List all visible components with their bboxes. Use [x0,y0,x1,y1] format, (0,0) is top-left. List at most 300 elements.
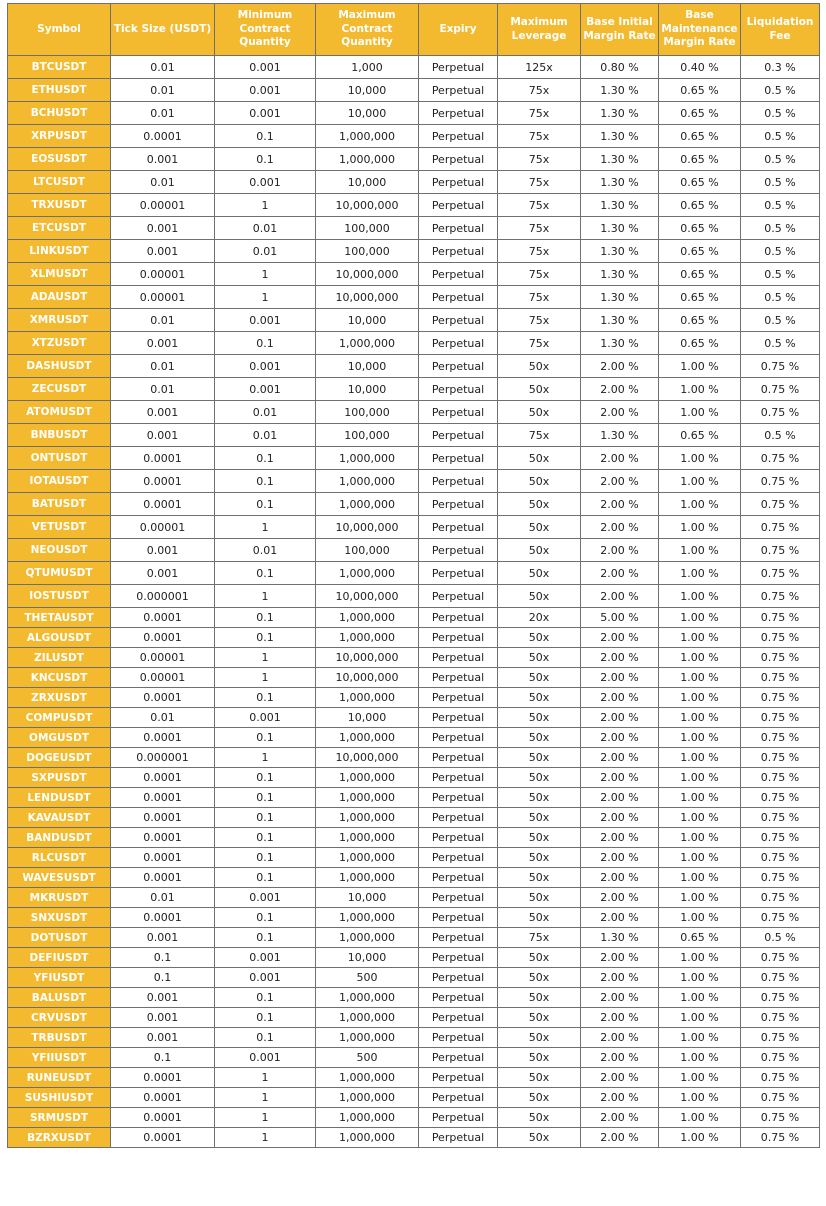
cell-expiry: Perpetual [419,908,498,928]
cell-min-contract-qty: 0.1 [215,988,316,1008]
cell-max-leverage: 50x [498,493,581,516]
cell-expiry: Perpetual [419,309,498,332]
cell-expiry: Perpetual [419,728,498,748]
cell-base-maintenance-margin-rate: 1.00 % [659,516,741,539]
cell-min-contract-qty: 0.1 [215,868,316,888]
cell-tick-size: 0.0001 [111,493,215,516]
cell-base-maintenance-margin-rate: 0.65 % [659,125,741,148]
cell-max-contract-qty: 10,000,000 [316,668,419,688]
table-row [8,332,820,355]
cell-expiry: Perpetual [419,424,498,447]
cell-liquidation-fee: 0.75 % [741,608,820,628]
cell-max-contract-qty: 10,000 [316,79,419,102]
cell-max-leverage: 75x [498,194,581,217]
cell-max-leverage: 50x [498,708,581,728]
cell-min-contract-qty: 0.001 [215,968,316,988]
cell-min-contract-qty: 0.001 [215,79,316,102]
cell-max-leverage: 75x [498,928,581,948]
table-row [8,194,820,217]
cell-max-leverage: 50x [498,1108,581,1128]
header-min-contract-qty: Minimum Contract Quantity [215,4,316,56]
cell-max-contract-qty: 1,000 [316,56,419,79]
cell-base-maintenance-margin-rate: 1.00 % [659,828,741,848]
cell-tick-size: 0.1 [111,1048,215,1068]
header-tick-size: Tick Size (USDT) [111,4,215,56]
table-row [8,908,820,928]
cell-liquidation-fee: 0.75 % [741,1048,820,1068]
table-row [8,608,820,628]
table-row [8,948,820,968]
table-row [8,562,820,585]
cell-tick-size: 0.001 [111,217,215,240]
cell-expiry: Perpetual [419,828,498,848]
cell-symbol: SRMUSDT [8,1108,111,1128]
cell-base-maintenance-margin-rate: 1.00 % [659,788,741,808]
cell-expiry: Perpetual [419,102,498,125]
table-row [8,968,820,988]
cell-min-contract-qty: 0.01 [215,424,316,447]
cell-expiry: Perpetual [419,332,498,355]
cell-tick-size: 0.00001 [111,263,215,286]
cell-max-leverage: 75x [498,309,581,332]
cell-symbol: ATOMUSDT [8,401,111,424]
cell-max-leverage: 50x [498,988,581,1008]
cell-max-contract-qty: 10,000,000 [316,585,419,608]
table-row [8,401,820,424]
cell-min-contract-qty: 0.01 [215,401,316,424]
cell-base-initial-margin-rate: 2.00 % [581,1128,659,1148]
cell-symbol: WAVESUSDT [8,868,111,888]
cell-liquidation-fee: 0.5 % [741,309,820,332]
cell-tick-size: 0.00001 [111,648,215,668]
cell-symbol: ONTUSDT [8,447,111,470]
cell-base-maintenance-margin-rate: 1.00 % [659,562,741,585]
cell-expiry: Perpetual [419,948,498,968]
cell-expiry: Perpetual [419,79,498,102]
cell-expiry: Perpetual [419,848,498,868]
table-row [8,125,820,148]
cell-base-maintenance-margin-rate: 1.00 % [659,808,741,828]
cell-min-contract-qty: 1 [215,286,316,309]
table-row [8,355,820,378]
cell-base-initial-margin-rate: 2.00 % [581,828,659,848]
cell-base-maintenance-margin-rate: 1.00 % [659,888,741,908]
cell-base-maintenance-margin-rate: 1.00 % [659,728,741,748]
cell-base-initial-margin-rate: 1.30 % [581,194,659,217]
cell-max-contract-qty: 1,000,000 [316,928,419,948]
cell-base-initial-margin-rate: 2.00 % [581,688,659,708]
cell-expiry: Perpetual [419,194,498,217]
header-symbol: Symbol [8,4,111,56]
table-row [8,748,820,768]
cell-min-contract-qty: 1 [215,194,316,217]
cell-base-initial-margin-rate: 2.00 % [581,988,659,1008]
cell-expiry: Perpetual [419,447,498,470]
cell-max-contract-qty: 1,000,000 [316,868,419,888]
cell-min-contract-qty: 0.001 [215,355,316,378]
cell-tick-size: 0.0001 [111,848,215,868]
cell-max-leverage: 50x [498,828,581,848]
cell-symbol: ETCUSDT [8,217,111,240]
cell-symbol: DOGEUSDT [8,748,111,768]
cell-base-initial-margin-rate: 2.00 % [581,628,659,648]
cell-tick-size: 0.0001 [111,688,215,708]
cell-max-leverage: 50x [498,516,581,539]
cell-liquidation-fee: 0.3 % [741,56,820,79]
cell-max-leverage: 50x [498,1068,581,1088]
cell-base-initial-margin-rate: 2.00 % [581,1108,659,1128]
table-row [8,539,820,562]
cell-max-contract-qty: 100,000 [316,424,419,447]
cell-base-maintenance-margin-rate: 0.65 % [659,148,741,171]
cell-tick-size: 0.00001 [111,194,215,217]
table-row [8,868,820,888]
cell-base-initial-margin-rate: 1.30 % [581,332,659,355]
cell-min-contract-qty: 0.001 [215,102,316,125]
cell-base-maintenance-margin-rate: 1.00 % [659,748,741,768]
cell-min-contract-qty: 0.001 [215,1048,316,1068]
cell-base-initial-margin-rate: 2.00 % [581,1028,659,1048]
cell-liquidation-fee: 0.5 % [741,332,820,355]
cell-expiry: Perpetual [419,148,498,171]
cell-symbol: DEFIUSDT [8,948,111,968]
table-row [8,928,820,948]
cell-max-contract-qty: 100,000 [316,539,419,562]
cell-base-maintenance-margin-rate: 1.00 % [659,708,741,728]
cell-min-contract-qty: 0.001 [215,948,316,968]
cell-max-contract-qty: 10,000 [316,888,419,908]
cell-max-leverage: 75x [498,332,581,355]
cell-liquidation-fee: 0.75 % [741,470,820,493]
table-row [8,828,820,848]
table-row [8,888,820,908]
cell-base-initial-margin-rate: 1.30 % [581,263,659,286]
cell-expiry: Perpetual [419,688,498,708]
cell-max-contract-qty: 10,000 [316,309,419,332]
cell-base-maintenance-margin-rate: 1.00 % [659,447,741,470]
cell-max-contract-qty: 10,000,000 [316,263,419,286]
cell-max-contract-qty: 1,000,000 [316,470,419,493]
cell-max-contract-qty: 1,000,000 [316,1028,419,1048]
cell-liquidation-fee: 0.5 % [741,424,820,447]
cell-symbol: NEOUSDT [8,539,111,562]
cell-symbol: YFIIUSDT [8,1048,111,1068]
cell-max-leverage: 50x [498,539,581,562]
cell-tick-size: 0.001 [111,562,215,585]
cell-base-initial-margin-rate: 2.00 % [581,768,659,788]
cell-base-maintenance-margin-rate: 0.65 % [659,424,741,447]
cell-min-contract-qty: 1 [215,668,316,688]
contract-specs-table [7,3,820,1148]
cell-min-contract-qty: 1 [215,1068,316,1088]
cell-tick-size: 0.00001 [111,516,215,539]
cell-liquidation-fee: 0.75 % [741,355,820,378]
cell-max-contract-qty: 1,000,000 [316,562,419,585]
cell-base-initial-margin-rate: 2.00 % [581,1048,659,1068]
cell-base-maintenance-margin-rate: 1.00 % [659,1048,741,1068]
cell-tick-size: 0.001 [111,240,215,263]
table-row [8,309,820,332]
cell-base-initial-margin-rate: 2.00 % [581,748,659,768]
cell-min-contract-qty: 0.1 [215,908,316,928]
cell-max-leverage: 50x [498,948,581,968]
cell-max-leverage: 50x [498,1048,581,1068]
cell-base-initial-margin-rate: 2.00 % [581,355,659,378]
table-row [8,240,820,263]
cell-max-leverage: 50x [498,470,581,493]
cell-base-initial-margin-rate: 2.00 % [581,668,659,688]
cell-base-maintenance-margin-rate: 1.00 % [659,585,741,608]
cell-expiry: Perpetual [419,378,498,401]
cell-min-contract-qty: 0.1 [215,447,316,470]
cell-max-leverage: 75x [498,240,581,263]
cell-min-contract-qty: 0.1 [215,728,316,748]
cell-base-initial-margin-rate: 2.00 % [581,728,659,748]
cell-min-contract-qty: 0.01 [215,539,316,562]
cell-liquidation-fee: 0.75 % [741,562,820,585]
cell-symbol: MKRUSDT [8,888,111,908]
cell-base-maintenance-margin-rate: 1.00 % [659,1128,741,1148]
cell-min-contract-qty: 0.1 [215,628,316,648]
cell-min-contract-qty: 0.1 [215,928,316,948]
cell-base-initial-margin-rate: 1.30 % [581,148,659,171]
cell-max-leverage: 50x [498,585,581,608]
cell-min-contract-qty: 0.1 [215,125,316,148]
cell-base-initial-margin-rate: 1.30 % [581,102,659,125]
cell-min-contract-qty: 0.1 [215,562,316,585]
cell-max-contract-qty: 1,000,000 [316,768,419,788]
cell-max-contract-qty: 1,000,000 [316,848,419,868]
cell-tick-size: 0.0001 [111,1068,215,1088]
cell-tick-size: 0.1 [111,948,215,968]
cell-expiry: Perpetual [419,539,498,562]
table-row [8,1028,820,1048]
cell-liquidation-fee: 0.75 % [741,628,820,648]
cell-liquidation-fee: 0.5 % [741,102,820,125]
cell-tick-size: 0.0001 [111,868,215,888]
table-row [8,585,820,608]
cell-base-maintenance-margin-rate: 0.65 % [659,171,741,194]
table-row [8,493,820,516]
cell-base-initial-margin-rate: 2.00 % [581,1068,659,1088]
cell-max-contract-qty: 10,000 [316,171,419,194]
cell-min-contract-qty: 1 [215,748,316,768]
cell-expiry: Perpetual [419,928,498,948]
cell-base-initial-margin-rate: 2.00 % [581,1008,659,1028]
table-row [8,79,820,102]
cell-max-leverage: 75x [498,102,581,125]
cell-liquidation-fee: 0.75 % [741,648,820,668]
cell-tick-size: 0.01 [111,102,215,125]
cell-liquidation-fee: 0.75 % [741,516,820,539]
cell-symbol: ZILUSDT [8,648,111,668]
cell-min-contract-qty: 0.1 [215,1008,316,1028]
table-row [8,788,820,808]
table-row [8,102,820,125]
cell-symbol: TRBUSDT [8,1028,111,1048]
cell-min-contract-qty: 1 [215,1108,316,1128]
cell-max-contract-qty: 10,000,000 [316,286,419,309]
table-row [8,378,820,401]
cell-base-initial-margin-rate: 2.00 % [581,1088,659,1108]
cell-base-initial-margin-rate: 2.00 % [581,808,659,828]
cell-max-contract-qty: 500 [316,968,419,988]
cell-base-maintenance-margin-rate: 1.00 % [659,539,741,562]
cell-base-initial-margin-rate: 2.00 % [581,648,659,668]
cell-max-contract-qty: 1,000,000 [316,628,419,648]
table-row [8,988,820,1008]
header-base-maintenance-margin-rate: Base Maintenance Margin Rate [659,4,741,56]
cell-symbol: LINKUSDT [8,240,111,263]
cell-base-initial-margin-rate: 2.00 % [581,968,659,988]
cell-expiry: Perpetual [419,171,498,194]
cell-symbol: TRXUSDT [8,194,111,217]
cell-min-contract-qty: 1 [215,263,316,286]
cell-liquidation-fee: 0.75 % [741,1108,820,1128]
cell-min-contract-qty: 0.1 [215,828,316,848]
cell-base-maintenance-margin-rate: 1.00 % [659,493,741,516]
cell-max-leverage: 75x [498,171,581,194]
cell-tick-size: 0.0001 [111,728,215,748]
cell-max-leverage: 50x [498,868,581,888]
cell-max-leverage: 50x [498,968,581,988]
cell-symbol: RUNEUSDT [8,1068,111,1088]
header-base-initial-margin-rate: Base Initial Margin Rate [581,4,659,56]
cell-tick-size: 0.001 [111,1008,215,1028]
cell-liquidation-fee: 0.5 % [741,263,820,286]
header-liquidation-fee: Liquidation Fee [741,4,820,56]
cell-base-initial-margin-rate: 1.30 % [581,125,659,148]
cell-max-contract-qty: 10,000 [316,378,419,401]
cell-base-maintenance-margin-rate: 0.65 % [659,263,741,286]
cell-base-maintenance-margin-rate: 0.65 % [659,309,741,332]
cell-tick-size: 0.0001 [111,470,215,493]
cell-min-contract-qty: 0.1 [215,493,316,516]
cell-max-contract-qty: 1,000,000 [316,988,419,1008]
cell-base-maintenance-margin-rate: 1.00 % [659,470,741,493]
cell-symbol: XLMUSDT [8,263,111,286]
cell-min-contract-qty: 0.001 [215,56,316,79]
cell-max-leverage: 50x [498,1088,581,1108]
cell-max-leverage: 75x [498,79,581,102]
cell-max-leverage: 75x [498,424,581,447]
cell-max-leverage: 75x [498,286,581,309]
cell-tick-size: 0.01 [111,708,215,728]
cell-symbol: SXPUSDT [8,768,111,788]
table-row [8,286,820,309]
cell-base-maintenance-margin-rate: 1.00 % [659,608,741,628]
cell-min-contract-qty: 0.1 [215,608,316,628]
cell-liquidation-fee: 0.75 % [741,748,820,768]
cell-symbol: OMGUSDT [8,728,111,748]
cell-expiry: Perpetual [419,516,498,539]
cell-expiry: Perpetual [419,56,498,79]
cell-base-maintenance-margin-rate: 1.00 % [659,1088,741,1108]
cell-liquidation-fee: 0.75 % [741,401,820,424]
cell-base-initial-margin-rate: 2.00 % [581,708,659,728]
cell-symbol: VETUSDT [8,516,111,539]
cell-expiry: Perpetual [419,768,498,788]
cell-liquidation-fee: 0.75 % [741,688,820,708]
cell-base-initial-margin-rate: 2.00 % [581,516,659,539]
table-row [8,171,820,194]
cell-tick-size: 0.001 [111,401,215,424]
cell-tick-size: 0.0001 [111,828,215,848]
cell-tick-size: 0.0001 [111,1088,215,1108]
cell-min-contract-qty: 0.001 [215,378,316,401]
cell-max-contract-qty: 1,000,000 [316,1088,419,1108]
cell-min-contract-qty: 0.001 [215,171,316,194]
cell-liquidation-fee: 0.75 % [741,968,820,988]
cell-base-maintenance-margin-rate: 0.40 % [659,56,741,79]
cell-base-maintenance-margin-rate: 1.00 % [659,628,741,648]
cell-symbol: SNXUSDT [8,908,111,928]
cell-base-initial-margin-rate: 2.00 % [581,868,659,888]
cell-tick-size: 0.01 [111,888,215,908]
cell-expiry: Perpetual [419,1088,498,1108]
header-max-leverage: Maximum Leverage [498,4,581,56]
table-header-row [8,4,820,56]
cell-tick-size: 0.001 [111,424,215,447]
cell-base-initial-margin-rate: 2.00 % [581,470,659,493]
cell-base-maintenance-margin-rate: 0.65 % [659,286,741,309]
table-row [8,217,820,240]
cell-max-leverage: 50x [498,668,581,688]
cell-max-contract-qty: 1,000,000 [316,447,419,470]
cell-expiry: Perpetual [419,493,498,516]
cell-base-maintenance-margin-rate: 0.65 % [659,928,741,948]
cell-max-contract-qty: 1,000,000 [316,808,419,828]
cell-max-contract-qty: 10,000 [316,708,419,728]
table-row [8,263,820,286]
cell-max-leverage: 20x [498,608,581,628]
cell-expiry: Perpetual [419,888,498,908]
cell-expiry: Perpetual [419,868,498,888]
cell-expiry: Perpetual [419,401,498,424]
cell-max-contract-qty: 1,000,000 [316,148,419,171]
table-row [8,728,820,748]
cell-symbol: XTZUSDT [8,332,111,355]
cell-symbol: ADAUSDT [8,286,111,309]
cell-base-initial-margin-rate: 2.00 % [581,788,659,808]
cell-tick-size: 0.00001 [111,286,215,309]
cell-liquidation-fee: 0.75 % [741,1028,820,1048]
cell-base-initial-margin-rate: 1.30 % [581,286,659,309]
cell-symbol: IOSTUSDT [8,585,111,608]
table-row [8,470,820,493]
cell-liquidation-fee: 0.75 % [741,1008,820,1028]
cell-min-contract-qty: 1 [215,648,316,668]
cell-tick-size: 0.0001 [111,788,215,808]
cell-expiry: Perpetual [419,1008,498,1028]
cell-max-contract-qty: 1,000,000 [316,608,419,628]
table-row [8,1048,820,1068]
contract-specs-table-container [7,3,819,1148]
cell-liquidation-fee: 0.75 % [741,493,820,516]
cell-tick-size: 0.001 [111,928,215,948]
cell-liquidation-fee: 0.75 % [741,708,820,728]
cell-symbol: BZRXUSDT [8,1128,111,1148]
cell-base-maintenance-margin-rate: 1.00 % [659,355,741,378]
cell-base-maintenance-margin-rate: 1.00 % [659,688,741,708]
cell-max-leverage: 50x [498,628,581,648]
cell-max-contract-qty: 1,000,000 [316,1128,419,1148]
cell-tick-size: 0.001 [111,1028,215,1048]
cell-liquidation-fee: 0.75 % [741,888,820,908]
cell-min-contract-qty: 0.001 [215,309,316,332]
cell-tick-size: 0.0001 [111,608,215,628]
cell-tick-size: 0.01 [111,309,215,332]
